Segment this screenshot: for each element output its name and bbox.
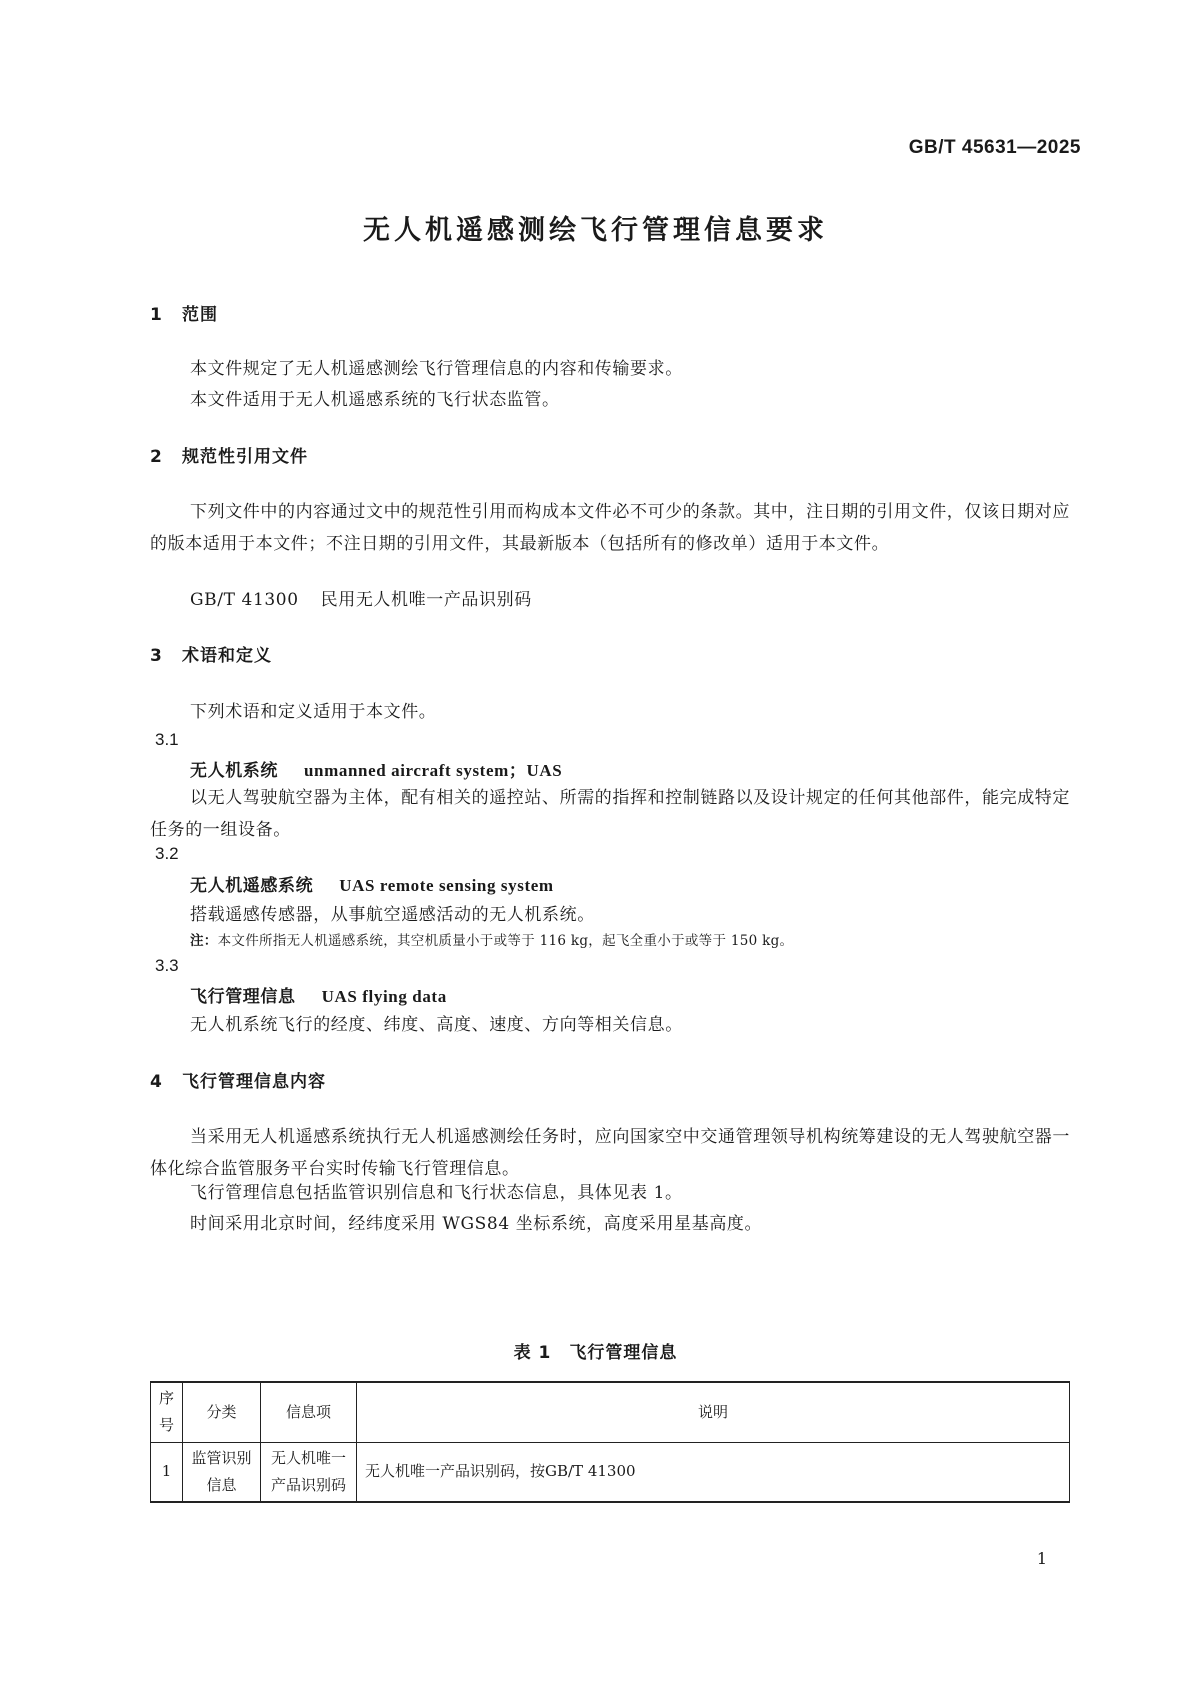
section-title: 范围 <box>182 305 218 325</box>
scope-paragraph-1: 本文件规定了无人机遥感测绘飞行管理信息的内容和传输要求。 <box>190 359 683 379</box>
table-row <box>151 1442 1070 1502</box>
reference-code: GB/T 41300 <box>190 590 299 610</box>
section-2-heading <box>150 442 308 467</box>
page-number: 1 <box>1036 1549 1047 1568</box>
term-3-1-definition: 以无人驾驶航空器为主体，配有相关的遥控站、所需的指挥和控制链路以及设计规定的任何其他部件，能完成特定任务的一组设备。 <box>150 788 1070 840</box>
normative-references-paragraph: 下列文件中的内容通过文中的规范性引用而构成本文件必不可少的条款。其中，注日期的引用文件，仅该日期对应的版本适用于本文件；不注日期的引用文件，其最新版本（包括所有的修改单）适用于本文件。 <box>150 502 1070 554</box>
term-3-2-note <box>190 929 793 949</box>
standard-code: GB/T 45631—2025 <box>908 137 1081 158</box>
term-english: UAS flying data <box>321 987 447 1006</box>
cell-item: 无人机唯一产品识别码 <box>261 1442 357 1502</box>
term-3-3-number: 3.3 <box>155 956 179 975</box>
scope-paragraph-2: 本文件适用于无人机遥感系统的飞行状态监管。 <box>190 390 560 410</box>
flight-management-info-table <box>150 1381 1070 1503</box>
section-number: 4 <box>150 1072 163 1092</box>
section-4-paragraph-2: 飞行管理信息包括监管识别信息和飞行状态信息，具体见表 1。 <box>190 1183 683 1203</box>
term-3-3 <box>190 982 447 1007</box>
section-number: 1 <box>150 305 163 325</box>
term-chinese: 无人机系统 <box>190 761 278 781</box>
term-english: unmanned aircraft system；UAS <box>304 761 563 780</box>
term-3-2-definition: 搭载遥感传感器，从事航空遥感活动的无人机系统。 <box>190 905 595 925</box>
header-category: 分类 <box>183 1382 261 1442</box>
terms-intro: 下列术语和定义适用于本文件。 <box>190 702 437 722</box>
header-item: 信息项 <box>261 1382 357 1442</box>
normative-reference-entry <box>190 585 532 610</box>
cell-description: 无人机唯一产品识别码，按GB/T 41300 <box>357 1442 1070 1502</box>
section-title: 术语和定义 <box>182 646 272 666</box>
cell-category: 监管识别信息 <box>183 1442 261 1502</box>
term-english: UAS remote sensing system <box>339 876 554 895</box>
term-chinese: 飞行管理信息 <box>190 987 296 1007</box>
reference-title: 民用无人机唯一产品识别码 <box>320 590 532 610</box>
section-1-heading <box>150 300 218 325</box>
term-chinese: 无人机遥感系统 <box>190 876 314 896</box>
section-number: 2 <box>150 447 163 467</box>
document-title: 无人机遥感测绘飞行管理信息要求 <box>363 215 828 246</box>
header-description: 说明 <box>357 1382 1070 1442</box>
note-text: 本文件所指无人机遥感系统，其空机质量小于或等于 116 kg，起飞全重小于或等于 150 kg。 <box>217 933 794 949</box>
cell-seq: 1 <box>151 1442 183 1502</box>
section-title: 规范性引用文件 <box>182 447 308 467</box>
term-3-3-definition: 无人机系统飞行的经度、纬度、高度、速度、方向等相关信息。 <box>190 1015 683 1035</box>
header-seq: 序号 <box>151 1382 183 1442</box>
note-label: 注： <box>190 933 218 949</box>
section-4-paragraph-1: 当采用无人机遥感系统执行无人机遥感测绘任务时，应向国家空中交通管理领导机构统筹建设的无人驾驶航空器一体化综合监管服务平台实时传输飞行管理信息。 <box>150 1127 1070 1179</box>
section-number: 3 <box>150 646 163 666</box>
section-3-heading <box>150 641 272 666</box>
table-caption: 表 1 飞行管理信息 <box>513 1343 678 1363</box>
section-title: 飞行管理信息内容 <box>182 1072 326 1092</box>
section-4-paragraph-3: 时间采用北京时间，经纬度采用 WGS84 坐标系统，高度采用星基高度。 <box>190 1214 763 1234</box>
term-3-1-number: 3.1 <box>155 730 179 749</box>
term-3-2-number: 3.2 <box>155 844 179 863</box>
section-4-heading <box>150 1067 326 1092</box>
term-3-1 <box>190 756 562 781</box>
term-3-2 <box>190 871 554 896</box>
table-header-row <box>151 1382 1070 1442</box>
